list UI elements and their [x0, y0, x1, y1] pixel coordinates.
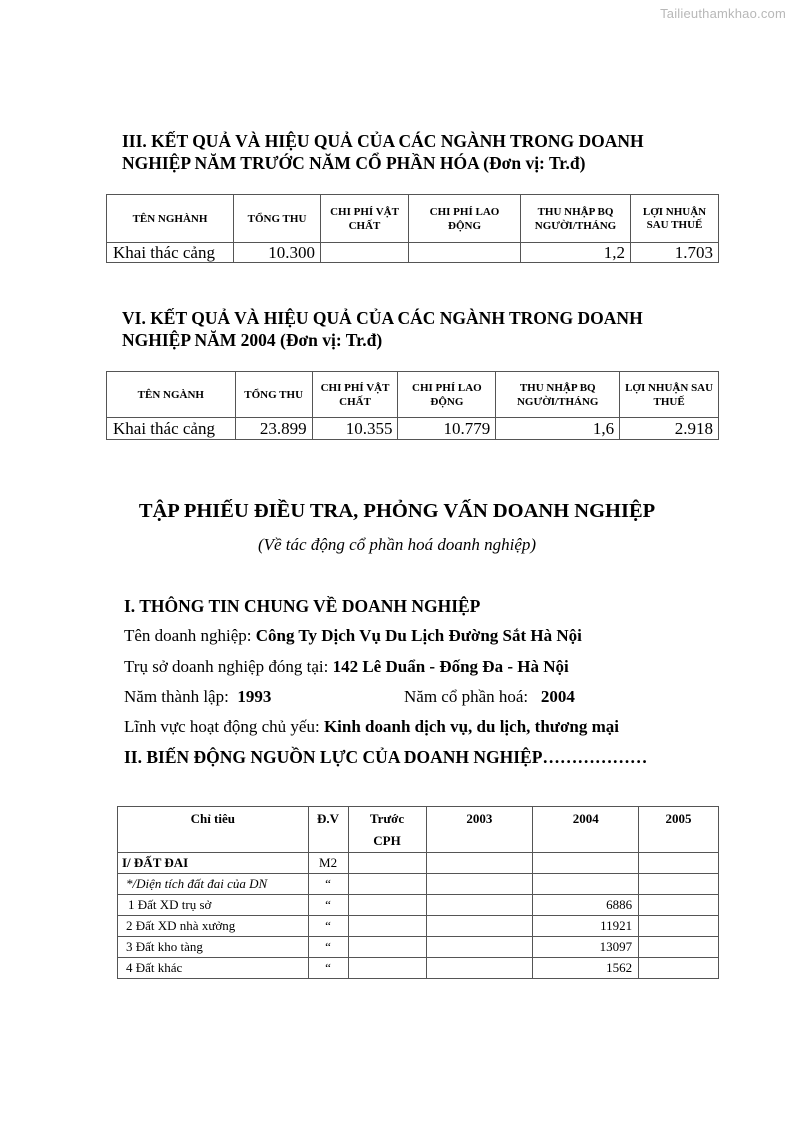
header-before-cph: Trước CPH: [348, 807, 426, 853]
table-row: [107, 418, 719, 440]
cell-before: [348, 958, 426, 979]
results-table-before-equitization: [106, 194, 719, 263]
address-label: Trụ sở doanh nghiệp đóng tại:: [124, 657, 333, 676]
cell-indicator: I/ ĐẤT ĐAI: [118, 853, 309, 874]
cell-2004: [533, 853, 639, 874]
cell-2003: [426, 916, 533, 937]
table-row: [118, 958, 719, 979]
cell-unit: “: [308, 874, 348, 895]
header-indicator: Chỉ tiêu: [118, 807, 309, 853]
cell-2005: [639, 853, 719, 874]
table-header-row: [118, 807, 719, 853]
cell-total-revenue: 23.899: [235, 418, 312, 440]
cell-unit: “: [308, 916, 348, 937]
cell-2004: 6886: [533, 895, 639, 916]
resources-table: [117, 806, 719, 979]
cell-before: [348, 937, 426, 958]
watermark: Tailieuthamkhao.com: [660, 6, 786, 21]
equitized-line: [404, 687, 575, 707]
cell-unit: “: [308, 958, 348, 979]
founded-line: [124, 687, 271, 707]
cell-2005: [639, 958, 719, 979]
address-value: 142 Lê Duẩn - Đống Đa - Hà Nội: [332, 657, 569, 676]
cell-2004: 1562: [533, 958, 639, 979]
cell-2003: [426, 937, 533, 958]
table-row: [118, 916, 719, 937]
header-cell: LỢI NHUẬN SAU THUẾ: [631, 195, 719, 243]
header-cell: TÊN NGÀNH: [107, 372, 236, 418]
cell-2003: [426, 958, 533, 979]
results-table-2004: [106, 371, 719, 440]
cell-net-profit: 1.703: [631, 243, 719, 263]
section-i-heading: I. THÔNG TIN CHUNG VỀ DOANH NGHIỆP: [124, 596, 481, 616]
company-name-label: Tên doanh nghiệp:: [124, 626, 256, 645]
cell-before: [348, 874, 426, 895]
cell-total-revenue: 10.300: [234, 243, 321, 263]
cell-avg-income: 1,6: [496, 418, 620, 440]
header-cell: THU NHẬP BQ NGƯỜI/THÁNG: [496, 372, 620, 418]
table-row: [118, 853, 719, 874]
cell-indicator: */Diện tích đất đai của DN: [118, 874, 309, 895]
section-vi-heading-line2: NGHIỆP NĂM 2004 (Đơn vị: Tr.đ): [122, 330, 383, 350]
cell-industry: Khai thác cảng: [107, 243, 234, 263]
cell-indicator: 2 Đất XD nhà xưởng: [118, 916, 309, 937]
header-2004: 2004: [533, 807, 639, 853]
cell-material-cost: [321, 243, 409, 263]
cell-2005: [639, 874, 719, 895]
cell-2004: 13097: [533, 937, 639, 958]
header-cell: CHI PHÍ LAO ĐỘNG: [409, 195, 521, 243]
business-field-line: [124, 717, 619, 737]
header-unit: Đ.V: [308, 807, 348, 853]
survey-title: TẬP PHIẾU ĐIỀU TRA, PHỎNG VẤN DOANH NGHIỆP: [138, 500, 656, 522]
cell-before: [348, 916, 426, 937]
header-2005: 2005: [639, 807, 719, 853]
company-name-value: Công Ty Dịch Vụ Du Lịch Đường Sắt Hà Nội: [255, 626, 582, 645]
header-cell: LỢI NHUẬN SAU THUẾ: [620, 372, 719, 418]
founded-label: Năm thành lập:: [124, 687, 238, 706]
header-cell: THU NHẬP BQ NGƯỜI/THÁNG: [521, 195, 631, 243]
cell-material-cost: 10.355: [312, 418, 398, 440]
address-line: [124, 657, 569, 677]
header-cell: TÊN NGHÀNH: [107, 195, 234, 243]
cell-unit: M2: [308, 853, 348, 874]
cell-indicator: 3 Đất kho tàng: [118, 937, 309, 958]
business-field-label: Lĩnh vực hoạt động chủ yếu:: [124, 717, 324, 736]
table-row: [118, 895, 719, 916]
business-field-value: Kinh doanh dịch vụ, du lịch, thương mại: [323, 717, 619, 736]
section-ii-heading: II. BIẾN ĐỘNG NGUỒN LỰC CỦA DOANH NGHIỆP………………: [124, 747, 648, 767]
cell-2005: [639, 937, 719, 958]
cell-unit: “: [308, 937, 348, 958]
cell-2003: [426, 874, 533, 895]
cell-indicator: 4 Đất khác: [118, 958, 309, 979]
cell-indicator: 1 Đất XD trụ sở: [118, 895, 309, 916]
cell-2004: [533, 874, 639, 895]
company-name-line: [124, 626, 582, 646]
header-cell: TỔNG THU: [234, 195, 321, 243]
equitized-label: Năm cổ phần hoá:: [404, 687, 541, 706]
header-cell: CHI PHÍ VẬT CHẤT: [312, 372, 398, 418]
header-cell: CHI PHÍ LAO ĐỘNG: [398, 372, 496, 418]
header-2003: 2003: [426, 807, 533, 853]
section-vi-heading-line1: VI. KẾT QUẢ VÀ HIỆU QUẢ CỦA CÁC NGÀNH TRONG DOANH: [122, 308, 643, 328]
table-row: [118, 874, 719, 895]
table-row: [118, 937, 719, 958]
cell-unit: “: [308, 895, 348, 916]
cell-industry: Khai thác cảng: [107, 418, 236, 440]
cell-2005: [639, 895, 719, 916]
founded-value: 1993: [237, 687, 272, 706]
cell-2005: [639, 916, 719, 937]
cell-avg-income: 1,2: [521, 243, 631, 263]
cell-before: [348, 895, 426, 916]
table-header-row: [107, 195, 719, 243]
cell-2003: [426, 853, 533, 874]
section-iii-heading-line1: III. KẾT QUẢ VÀ HIỆU QUẢ CỦA CÁC NGÀNH TRONG DOANH: [122, 131, 644, 151]
table-header-row: [107, 372, 719, 418]
cell-before: [348, 853, 426, 874]
cell-2003: [426, 895, 533, 916]
cell-labor-cost: [409, 243, 521, 263]
cell-2004: 11921: [533, 916, 639, 937]
equitized-value: 2004: [540, 687, 575, 706]
survey-subtitle: (Về tác động cổ phần hoá doanh nghiệp): [257, 535, 537, 554]
header-cell: TỔNG THU: [235, 372, 312, 418]
section-iii-heading-line2: NGHIỆP NĂM TRƯỚC NĂM CỔ PHẦN HÓA (Đơn vị: Tr.đ): [122, 153, 586, 173]
cell-labor-cost: 10.779: [398, 418, 496, 440]
table-row: [107, 243, 719, 263]
header-cell: CHI PHÍ VẬT CHẤT: [321, 195, 409, 243]
cell-net-profit: 2.918: [620, 418, 719, 440]
